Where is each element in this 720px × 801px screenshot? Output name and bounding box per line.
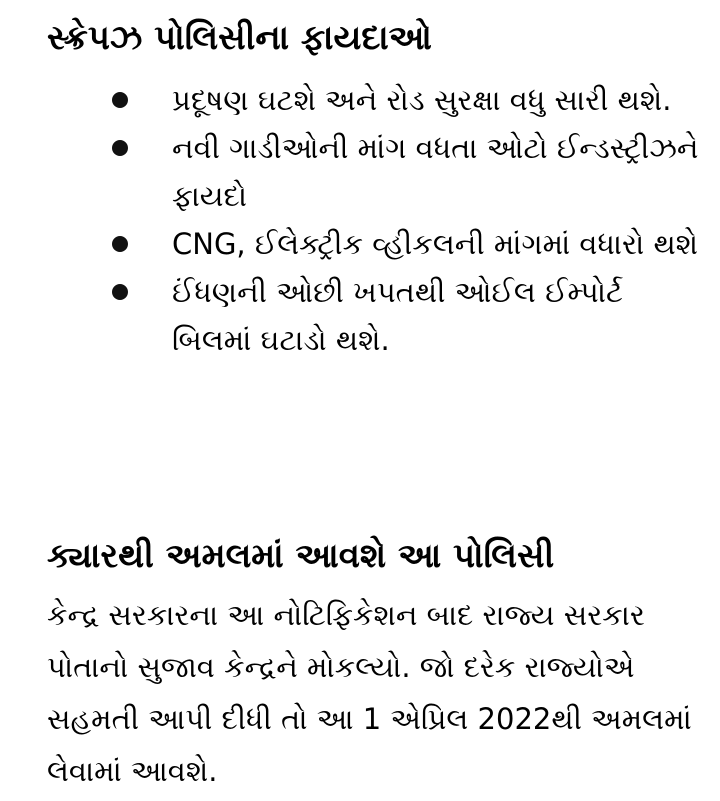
bullet-icon — [112, 140, 128, 156]
list-item — [108, 124, 708, 220]
bullet-icon — [112, 92, 128, 108]
bullet-icon — [112, 236, 128, 252]
list-item — [108, 220, 708, 268]
bullet-icon — [112, 284, 128, 300]
list-item — [108, 268, 708, 364]
list-item-text: પ્રદૂષણ ઘટશે અને રોડ સુરક્ષા વધુ સારી થશે. — [172, 83, 672, 117]
list-item-text: નવી ગાડીઓની માંગ વધતા ઓટો ઈન્ડસ્ટ્રીઝને ફાયદો — [172, 131, 699, 213]
section-heading-implementation: ક્યારથી અમલમાં આવશે આ પોલિસી — [47, 536, 555, 576]
benefits-list — [108, 76, 708, 364]
list-item — [108, 76, 708, 124]
list-item-text: ઈંધણની ઓછી ખપતથી ઓઈલ ઈમ્પોર્ટ બિલમાં ઘટાડો થશે. — [172, 275, 623, 357]
list-item-text: CNG, ઈલેક્ટ્રીક વ્હીકલની માંગમાં વધારો થશે — [172, 227, 699, 261]
section-heading-benefits: સ્ક્રેપઝ પોલિસીના ફાયદાઓ — [47, 18, 432, 58]
implementation-paragraph: કેન્દ્ર સરકારના આ નોટિફિકેશન બાદ રાજ્ય સરકાર પોતાનો સુજાવ કેન્દ્રને મોકલ્યો. જો દરેક રાજ્યોએ સહમતી આપી દીધી તો આ 1 એપ્રિલ 2022થી અમલમાં લેવામાં આવશે. — [47, 598, 692, 788]
